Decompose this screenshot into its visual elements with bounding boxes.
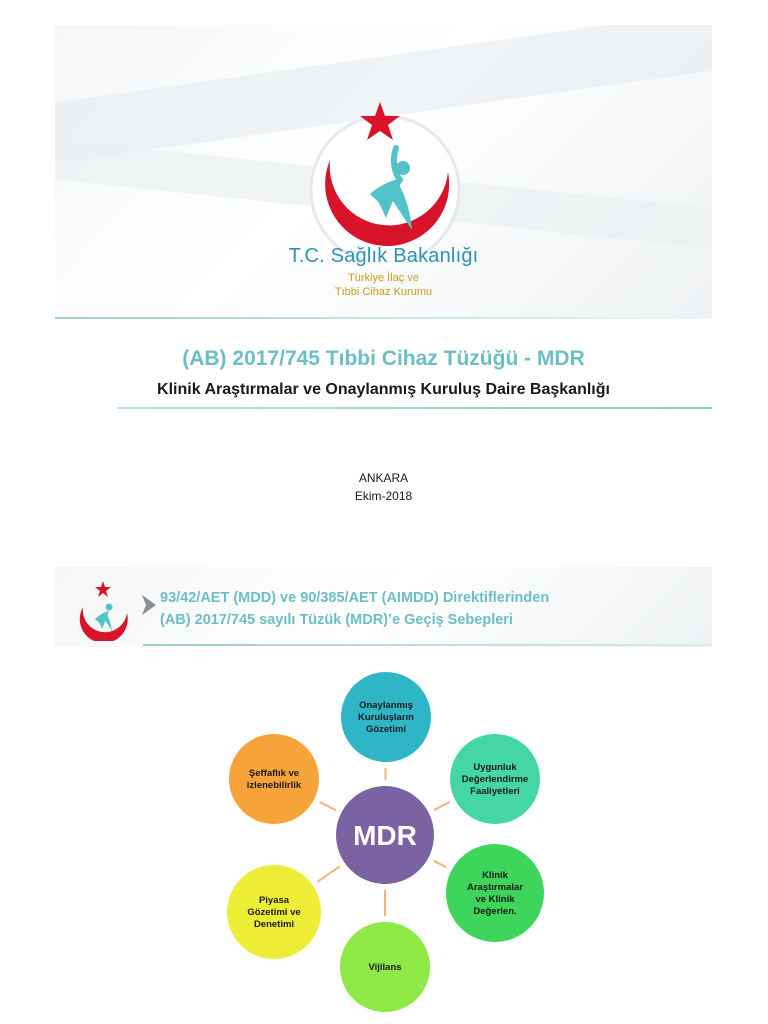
node-label: Uygunluk bbox=[473, 762, 517, 773]
org-subtitle-line1: Türkiye İlaç ve bbox=[348, 272, 419, 284]
node-circle bbox=[446, 844, 544, 942]
node-label: izlenebilirlik bbox=[246, 780, 302, 791]
node-circle bbox=[229, 734, 319, 824]
node-label: Vijilans bbox=[368, 962, 402, 973]
mdr-radial-diagram bbox=[55, 567, 712, 1024]
slide-title bbox=[55, 25, 712, 545]
node-label: Değerlendirme bbox=[461, 774, 529, 785]
node-label: ve Klinik bbox=[475, 894, 515, 905]
slide2-heading-line1: 93/42/AET (MDD) ve 90/385/AET (AIMDD) Direktiflerinden bbox=[160, 590, 550, 606]
node-label: Gözetimi bbox=[365, 724, 407, 735]
connector-line bbox=[434, 802, 450, 810]
connector-line bbox=[318, 866, 340, 881]
connector-line bbox=[434, 861, 447, 868]
slide1-subtitle: Klinik Araştırmalar ve Onaylanmış Kuruluş Daire Başkanlığı bbox=[157, 381, 610, 398]
connector-line bbox=[320, 802, 336, 810]
node-label: Piyasa bbox=[258, 895, 290, 906]
subtitle-underline bbox=[117, 407, 712, 409]
node-label: Klinik bbox=[482, 870, 508, 881]
slide2-heading-line2: (AB) 2017/745 sayılı Tüzük (MDR)’e Geçiş Sebepleri bbox=[160, 612, 513, 628]
node-label: Kuruluşların bbox=[358, 712, 414, 723]
node-label: Denetimi bbox=[253, 919, 295, 930]
node-label: Faaliyetleri bbox=[470, 786, 520, 797]
node-label: Değerlen. bbox=[473, 906, 517, 917]
node-label: Gözetimi ve bbox=[247, 907, 301, 918]
node-label: Araştırmalar bbox=[467, 882, 523, 893]
center-node-label: MDR bbox=[353, 820, 417, 851]
date-text: Ekim-2018 bbox=[354, 489, 413, 503]
org-subtitle-line2: Tıbbi Cihaz Kurumu bbox=[334, 286, 433, 298]
node-label: Onaylanmış bbox=[359, 700, 413, 711]
slide-mdr-reasons bbox=[55, 567, 712, 1024]
node-label: Şeffaflık ve bbox=[248, 768, 300, 779]
location-text: ANKARA bbox=[358, 471, 409, 485]
ministry-logo bbox=[300, 90, 470, 260]
slide1-title: (AB) 2017/745 Tıbbi Cihaz Tüzüğü - MDR bbox=[182, 347, 585, 370]
org-name: T.C. Sağlık Bakanlığı bbox=[288, 245, 479, 267]
divider-line bbox=[55, 317, 712, 319]
